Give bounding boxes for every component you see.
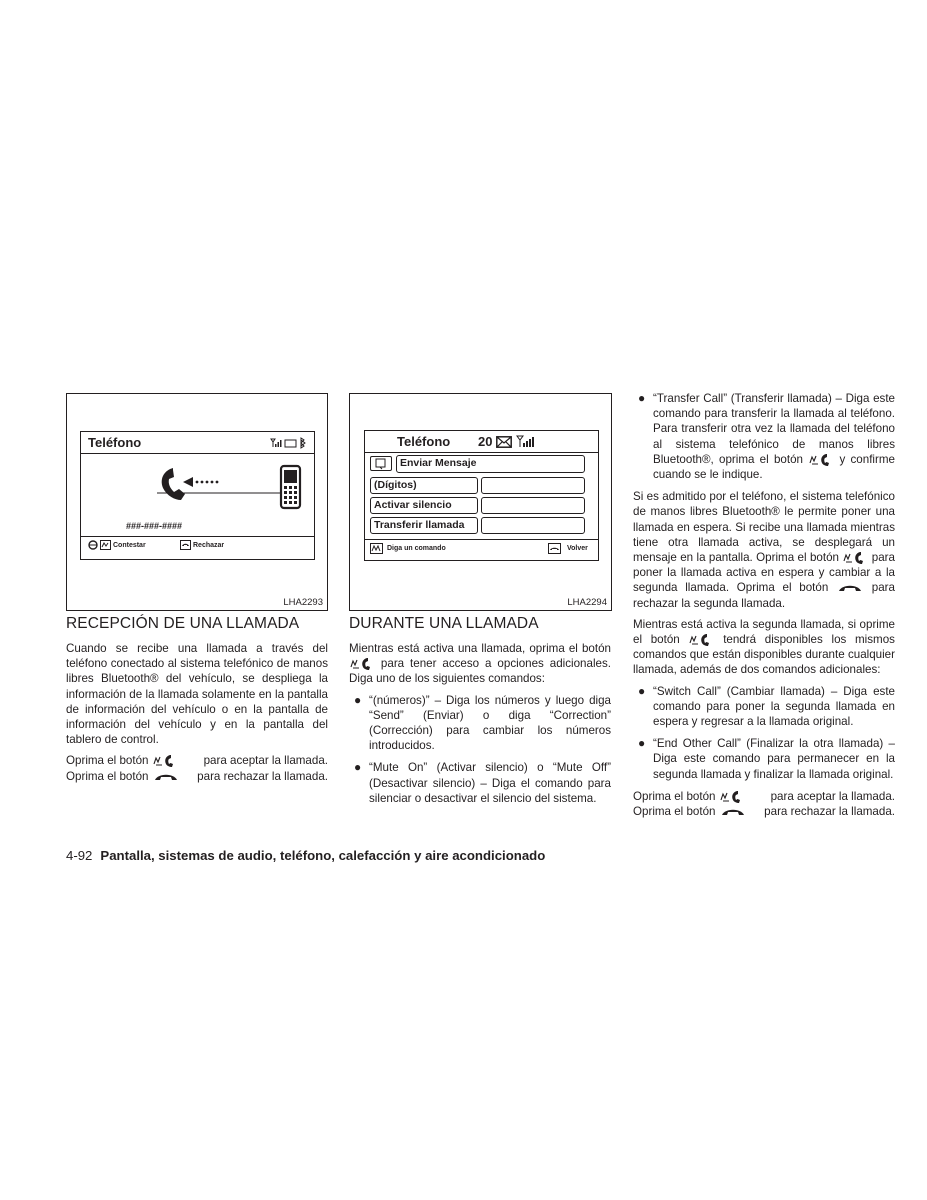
- menu-item-mute-value: [481, 497, 585, 514]
- display-screen: [80, 431, 315, 560]
- hang-up-icon: [180, 540, 191, 550]
- steering-switch-icon: [88, 540, 98, 550]
- talk-icon: [100, 540, 111, 550]
- command-list: [633, 391, 895, 482]
- column-1: [66, 615, 328, 784]
- instruction-prefix: Oprima el botón: [633, 789, 716, 803]
- figure-code: LHA2294: [567, 597, 607, 608]
- list-item: ● “Switch Call” (Cambiar llamada) – Diga este comando para poner la segunda llamada en espera y regresar a la llamada original.: [638, 683, 895, 729]
- instruction-prefix: Oprima el botón: [66, 754, 149, 768]
- answer-label: Contestar: [113, 541, 146, 549]
- section-heading-incoming: RECEPCIÓN DE UNA LLAMADA: [66, 615, 300, 632]
- menu-item-mute[interactable]: Activar silencio: [370, 497, 478, 514]
- talk-phone-icon: [842, 551, 868, 565]
- list-item: ● “Transfer Call” (Transferir llamada) – Diga este comando para transferir la llamada al teléfono. Para transferir otra vez la llamada del teléfono al sistema telefónico de manos libres Bluetooth®, oprima el botón y confirme cuando se le indique.: [638, 391, 895, 482]
- talk-phone-icon: [688, 633, 714, 647]
- hang-up-icon: [548, 543, 561, 554]
- display-screen: [364, 430, 599, 561]
- section-heading-during: DURANTE UNA LLAMADA: [349, 615, 539, 632]
- incoming-call-graphic: [155, 462, 305, 512]
- screen-title: Teléfono: [397, 434, 451, 449]
- back-option: [548, 543, 588, 554]
- instruction-suffix: para rechazar la llamada.: [197, 769, 328, 783]
- hang-up-phone-icon: [719, 806, 747, 818]
- talk-icon: [370, 543, 383, 554]
- figure-during-call: [349, 393, 612, 611]
- menu-item-digits[interactable]: (Dígitos): [370, 477, 478, 494]
- talk-phone-icon: [152, 754, 178, 768]
- reject-label: Rechazar: [193, 541, 225, 549]
- talk-phone-icon: [719, 790, 745, 804]
- page-footer: [66, 848, 545, 863]
- talk-phone-icon: [808, 453, 834, 467]
- message-count: 20: [478, 434, 493, 449]
- instruction-prefix: Oprima el botón: [66, 769, 149, 783]
- voice-command-option: [370, 543, 446, 554]
- instruction-suffix: para aceptar la llamada.: [770, 789, 895, 803]
- column-2: [349, 615, 611, 813]
- column-3: [633, 391, 895, 819]
- answer-option: [88, 540, 146, 550]
- menu-item-send-message[interactable]: Enviar Mensaje: [396, 455, 585, 473]
- message-menu-icon: [370, 456, 392, 471]
- accept-instruction: [66, 753, 328, 768]
- back-label: Volver: [567, 545, 588, 552]
- caller-number: ###-###-####: [126, 521, 183, 531]
- status-icons: [269, 437, 311, 449]
- command-list: [633, 684, 895, 782]
- hang-up-phone-icon: [152, 771, 180, 783]
- list-item: ● “(números)” – Diga los números y luego diga “Send” (Enviar) o diga “Correction” (Corrección) para cambiar los números introducidos.: [354, 692, 611, 753]
- accept-instruction: [633, 789, 895, 804]
- paragraph: Cuando se recibe una llamada a través del teléfono conectado al sistema telefónico de manos libres Bluetooth® del vehículo, se despliega la información de la llamada solamente en la pantalla de información del vehículo o en la pantalla de información del vehículo y en la pantalla del tablero de control.: [66, 642, 328, 747]
- reject-instruction: [633, 804, 895, 819]
- envelope-icon: [496, 436, 512, 448]
- reject-instruction: [66, 769, 328, 784]
- paragraph: Mientras está activa una llamada, oprima el botón para tener acceso a opciones adicionales. Diga uno de los siguientes comandos:: [349, 642, 611, 686]
- instruction-prefix: Oprima el botón: [633, 805, 716, 819]
- list-item: ● “Mute On” (Activar silencio) o “Mute Off” (Desactivar silencio) – Diga el comando para silenciar o desactivar el silencio del sistema.: [354, 760, 611, 805]
- talk-phone-icon: [349, 657, 375, 671]
- signal-icon: [516, 435, 534, 448]
- menu-item-digits-value: [481, 477, 585, 494]
- reject-option: [180, 540, 224, 550]
- paragraph: Mientras está activa la segunda llamada, si oprime el botón tendrá disponibles los mismos comandos que están disponibles durante cualquier llamada, además de dos comandos adicionales:: [633, 617, 895, 677]
- voice-command-label: Diga un comando: [387, 545, 446, 552]
- menu-item-transfer-value: [481, 517, 585, 534]
- figure-incoming-call: [66, 393, 328, 611]
- menu-item-transfer[interactable]: Transferir llamada: [370, 517, 478, 534]
- instruction-suffix: para aceptar la llamada.: [203, 754, 328, 768]
- screen-title: Teléfono: [88, 435, 142, 450]
- list-item: ● “End Other Call” (Finalizar la otra llamada) – Diga este comando para permanecer en la segunda llamada y finalizar la llamada original.: [638, 736, 895, 781]
- hang-up-phone-icon: [836, 582, 864, 594]
- page-number: 4-92: [66, 848, 93, 863]
- paragraph: Si es admitido por el teléfono, el sistema telefónico de manos libres Bluetooth® le permite poner una llamada en espera. Si recibe una llamada mientras tiene otra llamada activa, se desplegará un mensaje en la pantalla. Oprima el botón para poner la llamada activa en espera y cambiar a la segunda llamada. Oprima el botón para rechazar la segunda llamada.: [633, 490, 895, 610]
- chapter-title: Pantalla, sistemas de audio, teléfono, calefacción y aire acondicionado: [100, 848, 546, 863]
- figure-code: LHA2293: [283, 597, 323, 608]
- command-list: [349, 693, 611, 806]
- instruction-suffix: para rechazar la llamada.: [764, 805, 895, 819]
